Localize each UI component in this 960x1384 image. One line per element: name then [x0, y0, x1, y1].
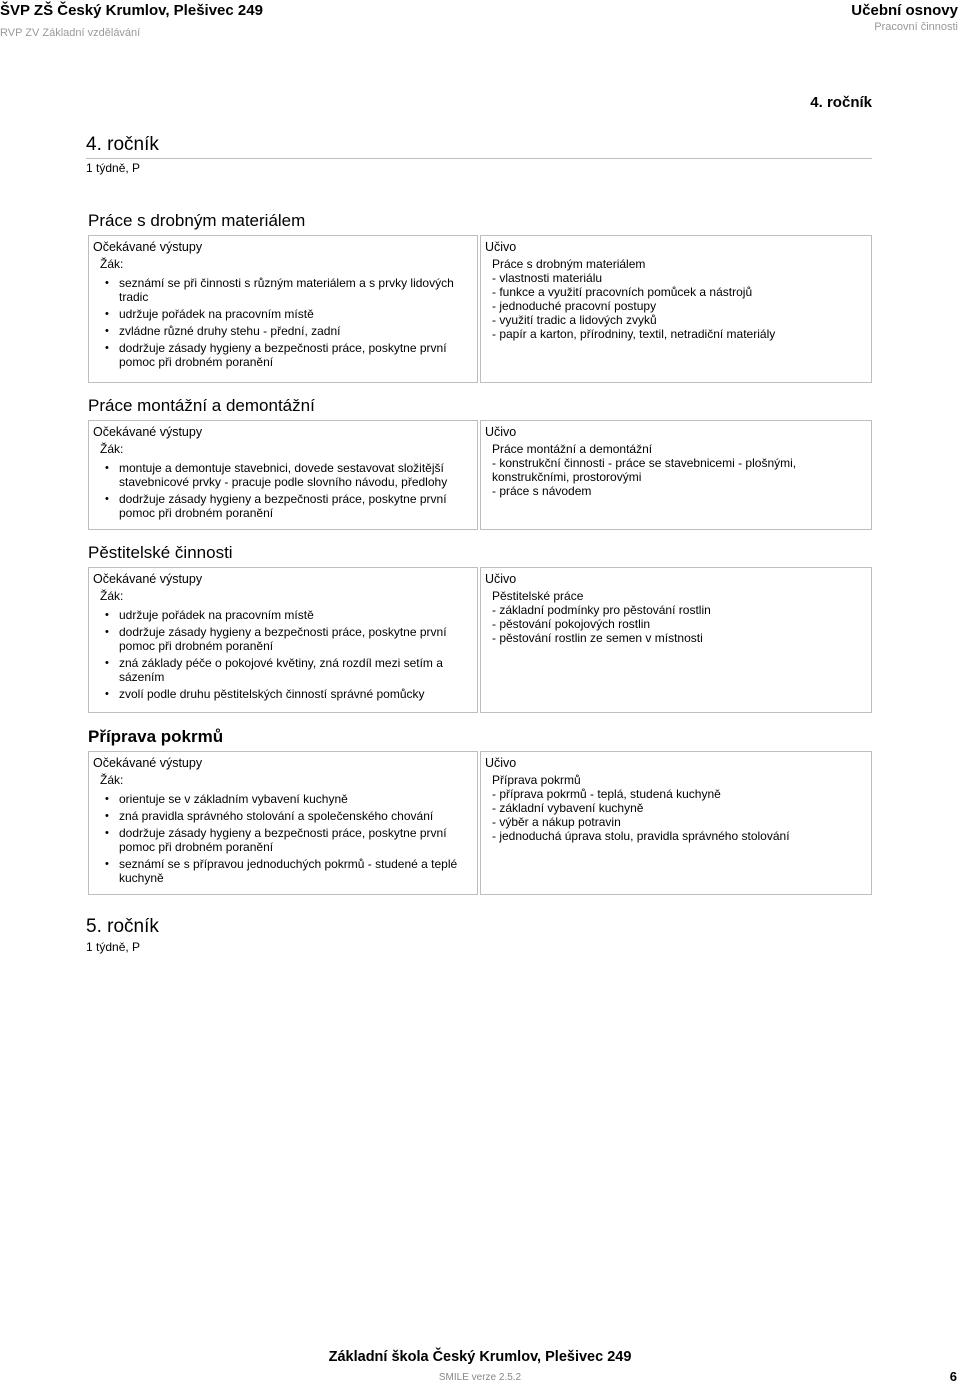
- ucivo-line: - jednoduchá úprava stolu, pravidla správného stolování: [492, 829, 790, 843]
- grade-hours: 1 týdně, P: [86, 161, 141, 175]
- output-item: • dodržuje zásady hygieny a bezpečnosti práce, poskytne první pomoc při drobném poranění: [119, 492, 473, 520]
- output-item: • orientuje se v základním vybavení kuchyně: [119, 792, 473, 806]
- outputs-column: [88, 235, 478, 383]
- ucivo-line: - papír a karton, přírodniny, textil, netradiční materiály: [492, 327, 776, 341]
- grade-tag: 4. ročník: [810, 94, 872, 111]
- outputs-list: [93, 608, 473, 701]
- outputs-column: [88, 420, 478, 530]
- output-item: • zná základy péče o pokojové květiny, zná rozdíl mezi setím a sázením: [119, 656, 473, 684]
- page-header-right: [851, 2, 958, 33]
- output-item: • udržuje pořádek na pracovním místě: [119, 307, 473, 321]
- zak-label: Žák:: [100, 442, 124, 456]
- ucivo-line: Pěstitelské práce: [492, 589, 584, 603]
- zak-label: Žák:: [100, 773, 124, 787]
- school-program-title: ŠVP ZŠ Český Krumlov, Plešivec 249: [0, 2, 263, 19]
- output-item: • montuje a demontuje stavebnici, dovede sestavovat složitější stavebnicové prvky - pracuje podle slovního návodu, předlohy: [119, 461, 473, 489]
- output-item: • dodržuje zásady hygieny a bezpečnosti práce, poskytne první pomoc při drobném poranění: [119, 826, 473, 854]
- outputs-heading: Očekávané výstupy: [93, 240, 203, 254]
- ucivo-column: [480, 751, 872, 895]
- section-pestitelske: [88, 543, 872, 713]
- zak-label: Žák:: [100, 257, 124, 271]
- section-title: Pěstitelské činnosti: [88, 543, 233, 562]
- ucivo-line: - využití tradic a lidových zvyků: [492, 313, 657, 327]
- ucivo-list: [485, 589, 867, 645]
- section-drobny-material: [88, 211, 872, 383]
- outputs-list: [93, 461, 473, 520]
- ucivo-line: - práce s návodem: [492, 484, 592, 498]
- ucivo-column: [480, 235, 872, 383]
- rvp-subtitle: RVP ZV Základní vzdělávání: [0, 27, 141, 39]
- section-title: Práce s drobným materiálem: [88, 211, 306, 230]
- ucivo-heading: Učivo: [485, 756, 517, 770]
- subject-name: Pracovní činnosti: [874, 21, 958, 33]
- output-item: • zvládne různé druhy stehu - přední, zadní: [119, 324, 473, 338]
- ucivo-list: [485, 773, 867, 843]
- ucivo-line: - pěstování pokojových rostlin: [492, 617, 651, 631]
- grade-heading-5: [86, 916, 872, 954]
- outputs-heading: Očekávané výstupy: [93, 425, 203, 439]
- zak-label: Žák:: [100, 589, 124, 603]
- output-item: • dodržuje zásady hygieny a bezpečnosti práce, poskytne první pomoc při drobném poranění: [119, 341, 473, 369]
- document-title: Učební osnovy: [851, 2, 958, 19]
- output-item: • udržuje pořádek na pracovním místě: [119, 608, 473, 622]
- ucivo-line: Příprava pokrmů: [492, 773, 581, 787]
- ucivo-line: - funkce a využití pracovních pomůcek a nástrojů: [492, 285, 753, 299]
- page-header-left: [0, 2, 263, 39]
- ucivo-line: Práce s drobným materiálem: [492, 257, 646, 271]
- output-item: • seznámí se při činnosti s různým materiálem a s prvky lidových tradic: [119, 276, 473, 304]
- outputs-heading: Očekávané výstupy: [93, 756, 203, 770]
- ucivo-line: - pěstování rostlin ze semen v místnosti: [492, 631, 703, 645]
- grade-hours: 1 týdně, P: [86, 940, 141, 954]
- ucivo-column: [480, 567, 872, 713]
- ucivo-line: - základní vybavení kuchyně: [492, 801, 644, 815]
- page-number: 6: [949, 1369, 957, 1384]
- footer-school-name: Základní škola Český Krumlov, Plešivec 249: [328, 1349, 632, 1365]
- section-title: Příprava pokrmů: [88, 727, 224, 746]
- section-montazni: [88, 396, 872, 530]
- footer-version: SMILE verze 2.5.2: [438, 1372, 522, 1383]
- output-item: • seznámí se s přípravou jednoduchých pokrmů - studené a teplé kuchyně: [119, 857, 473, 885]
- grade-heading-4: [86, 134, 872, 175]
- outputs-list: [93, 792, 473, 885]
- section-priprava-pokrmu: [88, 727, 872, 895]
- grade-title: 5. ročník: [86, 916, 159, 937]
- ucivo-heading: Učivo: [485, 425, 517, 439]
- ucivo-line: Práce montážní a demontážní: [492, 442, 653, 456]
- ucivo-line: - konstrukční činnosti - práce se stavebnicemi - plošnými, konstrukčními, prostorovými: [492, 456, 800, 484]
- section-title: Práce montážní a demontážní: [88, 396, 315, 415]
- output-item: • zvolí podle druhu pěstitelských činností správné pomůcky: [119, 687, 473, 701]
- ucivo-list: [485, 442, 867, 498]
- ucivo-line: - vlastnosti materiálu: [492, 271, 603, 285]
- ucivo-heading: Učivo: [485, 240, 517, 254]
- grade-title: 4. ročník: [86, 134, 159, 155]
- ucivo-line: - jednoduché pracovní postupy: [492, 299, 657, 313]
- ucivo-list: [485, 257, 867, 341]
- ucivo-line: - výběr a nákup potravin: [492, 815, 621, 829]
- ucivo-column: [480, 420, 872, 530]
- outputs-column: [88, 751, 478, 895]
- output-item: • zná pravidla správného stolování a společenského chování: [119, 809, 473, 823]
- outputs-column: [88, 567, 478, 713]
- ucivo-line: - základní podmínky pro pěstování rostlin: [492, 603, 711, 617]
- ucivo-line: - příprava pokrmů - teplá, studená kuchyně: [492, 787, 721, 801]
- ucivo-heading: Učivo: [485, 572, 517, 586]
- outputs-heading: Očekávané výstupy: [93, 572, 203, 586]
- outputs-list: [93, 276, 473, 369]
- output-item: • dodržuje zásady hygieny a bezpečnosti práce, poskytne první pomoc při drobném poranění: [119, 625, 473, 653]
